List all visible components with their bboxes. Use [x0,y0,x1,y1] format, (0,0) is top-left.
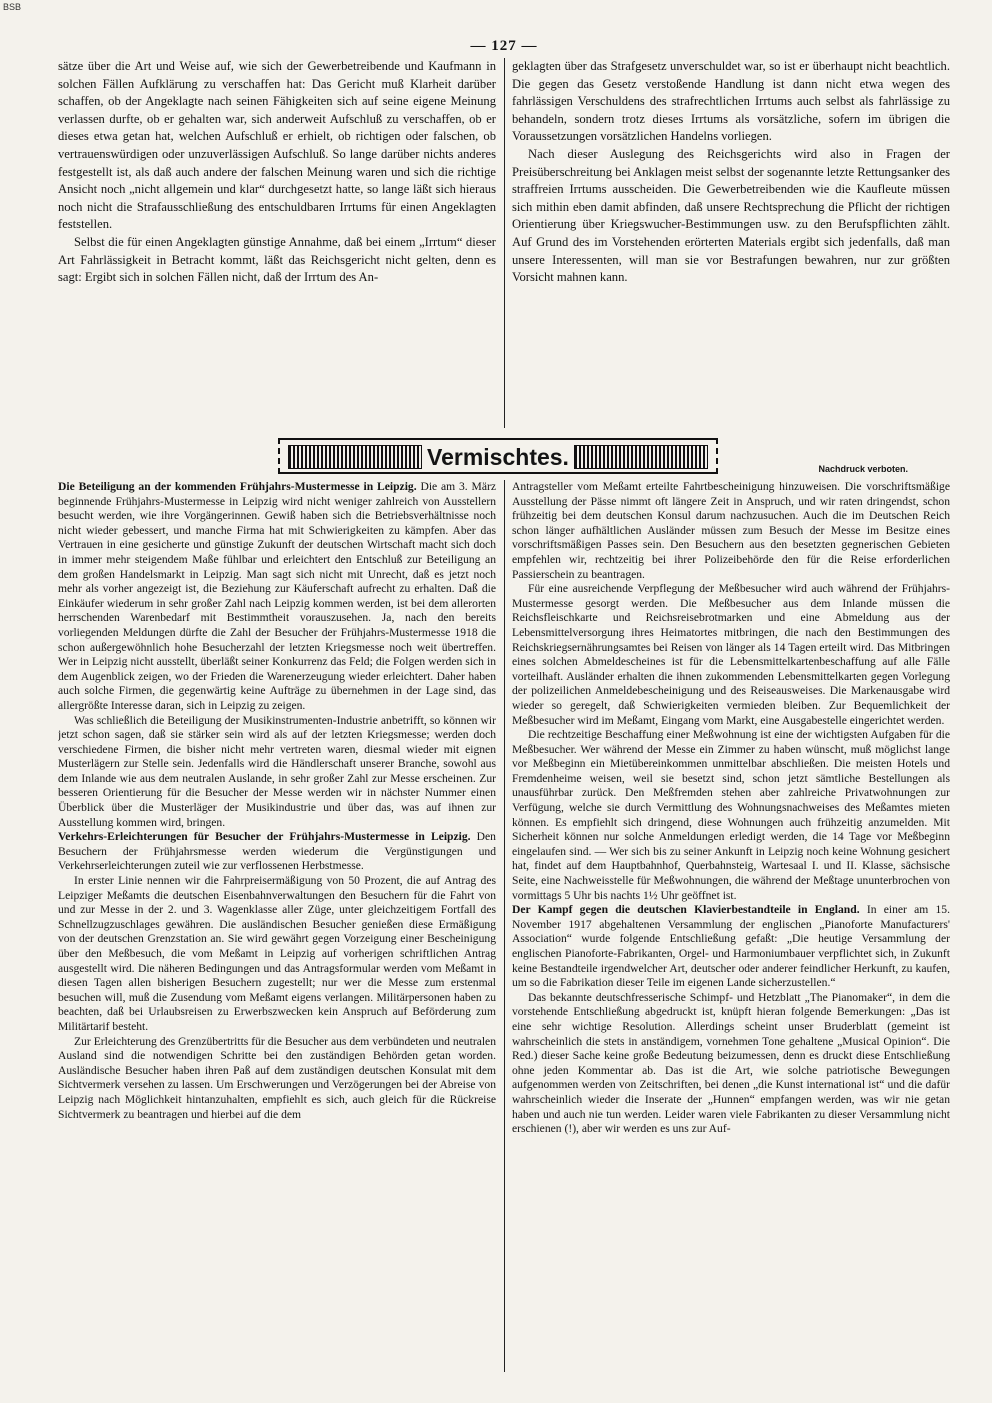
paragraph: Zur Erleichterung des Grenzübertritts für die Besucher aus dem verbündeten und neutralen Ausland sind die notwendigen Schritte bei den zuständigen Behörden getan worden. Ausländische Besucher haben ihren Paß auf dem zuständigen deutschen Konsulat mit dem Sichtvermerk versehen zu lassen. Um Erschwerungen und Verzögerungen bei der Abreise von Leipzig nach Möglichkeit hintanzuhalten, empfiehlt es sich, auch gleich für die Rückreise Sichtvermerk zu beantragen und hierbei auf die dem [58,1034,496,1121]
paragraph: Die rechtzeitige Beschaffung einer Meßwohnung ist eine der wichtigsten Aufgaben für die Meßbesucher. Wer während der Messe ein Zimmer zu haben wünscht, muß möglichst lange vor Meßbeginn ein Mietübereinkommen unmittelbar abschließen. Die meisten Hotels und Fremdenheime weisen, weil sie besetzt sind, schon jetzt sämtliche Bestellungen als unausführbar zurück. Den Meßfremden stehen aber zahlreiche Privatwohnungen zur Verfügung, welche sie durch Vermittlung des Wohnungsnachweises des Meßamtes mieten können. Es empfiehlt sich dringend, diese Wohnungen auch frühzeitig anzumelden. Mit Sicherheit können nur solche Anmeldungen erledigt werden, die 14 Tage vor Meßbeginn eingelaufen sind. — Wer sich bis zu seiner Ankunft in Leipzig noch keine Wohnung gesichert hat, findet auf dem Hauptbahnhof, Querbahnsteig, Wartesaal I. und II. Klasse, sächsische Seite, eine Nachweisstelle für Meßwohnungen, die während der Meßtage ununterbrochen von vormittags 5 Uhr bis nachts 1½ Uhr geöffnet ist. [512,728,950,902]
section-title: Vermischtes. [427,444,569,470]
article-1 [58,480,496,714]
article-heading: Verkehrs-Erleichterungen für Besucher der Frühjahrs-Mustermesse in Leipzig. [58,830,471,844]
paragraph: sätze über die Art und Weise auf, wie sich der Gewerbetreibende und Kaufmann in solchen Fällen Aufklärung zu verschaffen hat: Das Gericht muß Klarheit darüber schaffen, ob der Angeklagte nach seinen Fähigkeiten sich auf seine eigene Meinung verlassen durfte, ob er gehalten war, sich anderweit Aufschluß zu verschaffen, ob er dieses etwa getan hat, welchen Aufschluß er erhielt, ob richtigen oder falschen, ob vertrauenswürdigen oder unzuverlässigen Aufschluß. So lange darüber nichts anderes festgestellt ist, als daß auch andere der falschen Meinung waren und sich die richtige Ansicht noch „nicht allgemein und klar“ durchgesetzt hatte, so lange läßt sich hieraus noch nicht die Strafausschließung des entschuldbaren Irrtums für einen Angeklagten feststellen. [58,59,496,232]
page-number: — 127 — [470,38,538,54]
column-rule [504,58,505,428]
page [58,38,950,1378]
article-2 [58,830,496,874]
banner-frame [278,438,718,474]
top-columns [58,58,950,428]
column-rule [504,480,505,1372]
bottom-columns [58,480,950,1372]
reprint-notice: Nachdruck verboten. [818,464,908,474]
paragraph: Die am 3. März beginnende Frühjahrs-Mustermesse in Leipzig wird nicht weniger zahlreich von Ausstellern besucht werden, wie ihre Vorgängerinnen. Gewiß haben sich die Betriebsverhältnisse noch nicht wieder gebessert, und manche Firma hat mit Schwierigkeiten zu kämpfen. Aber das Vertrauen in eine gesicherte und günstige Zukunft der deutschen Wirtschaft macht sich doch in immer mehr steigendem Maße fühlbar und erleichtert den Entschluß zur Beteiligung an dem großen Handelsmarkt in Leipzig. Man sagt sich nicht mit Unrecht, daß es jetzt noch mehr als vorher angezeigt ist, die Beziehung zur Käuferschaft aufrecht zu erhalten. Daß die Einkäufer wiederum in sehr großer Zahl nach Leipzig kommen werden, ist bei dem allerorten herrschenden Warenbedarf mit Bestimmtheit vorauszusehen. Ja, nach den bereits vorliegenden Meldungen dürfte die Zahl der Besucher der Frühjahrs-Mustermesse 1918 die schon außergewöhnlich hohe Besucherzahl der letzten Kriegsmesse noch weit übertreffen. Wer in Leipzig nicht ausstellt, überläßt seiner Konkurrenz das Feld; die Folgen werden sich in dem Augenblick zeigen, wo der Frieden die Warenerzeugung wieder erleichtert. Daher haben auch solche Firmen, die gegenwärtig keine Aufträge zu übernehmen in der Lage sind, das allergrößte Interesse daran, sich in Leipzig zu zeigen. [58,480,496,712]
library-stamp: BSB [3,2,22,12]
article-3 [512,903,950,991]
paragraph: Antragsteller vom Meßamt erteilte Fahrtbescheinigung hinzuweisen. Die vorschriftsmäßige Ausstellung der Pässe nimmt oft längere Zeit in Anspruch, und wir raten dringendst, schon frühzeitig bei dem deutschen Konsul darum nachzusuchen. Auch die im Deutschen Reich schon länger aufhältlichen Ausländer müssen zum Besuch der Messe im Besitze eines vorschriftsmäßigen Passes sein. Den Besuchern aus den besetzten gegnerischen Gebieten empfehlen wir, rechtzeitig bei ihrer Polizeibehörde den für die Reise erforderlichen Passierschein zu beantragen. [512,480,950,581]
paragraph: Das bekannte deutschfresserische Schimpf- und Hetzblatt „The Pianomaker“, in dem die vorstehende Entschließung abgedruckt ist, knüpft hieran folgende Bemerkungen: „Das ist eine sehr wichtige Resolution. Allerdings scheint unser Bruderblatt (gemeint ist wahrscheinlich die stets in anständigem, vornehmen Tone gehaltene „Musical Opinion“. Die Red.) dieser Sache keine große Bedeutung beizumessen, denn es druckt diese Entschließung ohne jeden Kommentar ab. Das ist die Art, wie solche patriotische Bewegungen aufgenommen werden von Zeitschriften, bei denen „die Kunst international ist“ und die dafür wahrscheinlich wieder die Inserate der „Hunnen“ empfangen werden, was wir nie getan haben und auch nie tun werden. Leider waren viele Fabrikanten zu dieser Versammlung nicht erschienen (!), aber wir werden es uns zur Auf- [512,990,950,1136]
banner-ornament-right [574,445,708,469]
paragraph: Selbst die für einen Angeklagten günstige Annahme, daß bei einem „Irrtum“ dieser Art Fahrlässigkeit in Betracht kommt, läßt das Reichsgericht nicht gelten, denn es sagt: Ergibt sich in solchen Fällen nicht, daß der Irrtum des An- [58,234,496,285]
paragraph: Nach dieser Auslegung des Reichsgerichts wird also in Fragen der Preisüberschreitung bei Anklagen meist selbst der sogenannte letzte Rettungsanker des straffreien Irrtums ausscheiden. Die Gewerbetreibenden wie die Kaufleute müssen sich mithin eben damit abfinden, daß unsere Rechtsprechung die Pflicht der richtigen Orientierung über Kriegswucher-Bestimmungen usw. zu den Berufspflichten zählt. Auf Grund des im Vorstehenden erörterten Materials ergibt sich jedenfalls, daß man unsere Interessenten, will man sie vor Bestrafungen bewahren, nur zur größten Vorsicht mahnen kann. [512,146,950,285]
paragraph: In erster Linie nennen wir die Fahrpreisermäßigung von 50 Prozent, die auf Antrag des Leipziger Meßamts die deutschen Eisenbahnverwaltungen den Besuchern für die Fahrt von und zur Messe in der 2. und 3. Wagenklasse aller Züge, unter gleichzeitigem Fortfall des Schnellzugzuschlages gewähren. Die ausländischen Besucher genießen diese Ermäßigung von der deutschen Grenzstation an. Sie wird gewährt gegen Vorzeigung einer Bescheinigung über den Meßbesuch, die vom Meßamt in Leipzig auf vorherigen schriftlichen Antrag ausgestellt wird. Die näheren Bedingungen und das Antragsformular werden vom Meßamt in diesen Tagen allen bisherigen Besuchern zugestellt; nur wer die Messe zum erstenmal besuchen will, muß die Zusendung vom Meßamt eigens verlangen. Militärpersonen haben zu beachten, daß bei Urlaubsreisen zu Erwerbszwecken kein Anspruch auf Beförderung zum Militärtarif besteht. [58,874,496,1033]
section-banner [58,436,950,480]
paragraph: Was schließlich die Beteiligung der Musikinstrumenten-Industrie anbetrifft, so können wir jetzt schon sagen, daß sie stärker sein wird als auf der letzten Kriegsmesse; werden doch verschiedene Firmen, die bisher nicht mehr vertreten waren, diesmal wieder mit eignen Musterlägern zur Stelle sein. Jedenfalls wird die Händlerschaft unserer Branche, sowohl aus dem Inlande wie aus dem neutralen Auslande, in sehr großer Zahl zur Messe erscheinen. Zur besseren Orientierung für die Besucher der Messe werden wir in nächster Nummer einen Überblick über die Musterläger der Musikindustrie und über das, was auf ihnen zur Ausstellung kommen wird, bringen. [58,713,496,829]
paragraph: Den Besuchern der Frühjahrsmesse werden wiederum die Vergünstigungen und Verkehrserleichterungen zuteil wie zur verflossenen Herbstmesse. [58,830,496,873]
bottom-right-column [512,480,950,1372]
top-left-column [58,58,496,428]
paragraph: In einer am 15. November 1917 abgehaltenen Versammlung der englischen „Pianoforte Manufacturers' Association“ wurde folgende Entschließung gefaßt: „Die heutige Versammlung der englischen Pianoforte-Fabrikanten, Orgel- und Harmoniumbauer verpflichtet sich, in Zukunft keine Bestandteile irgendwelcher Art, deutscher oder anderer feindlicher Herkunft, zu kaufen, um so die Fabrikation dieser Teile im eigenen Lande sicherzustellen.“ [512,903,950,990]
top-right-column [512,58,950,428]
article-heading: Die Beteiligung an der kommenden Frühjahrs-Mustermesse in Leipzig. [58,480,417,493]
bottom-left-column [58,480,496,1372]
paragraph: Für eine ausreichende Verpflegung der Meßbesucher wird auch während der Frühjahrs-Mustermesse gesorgt werden. Die Meßbesucher aus dem Inlande müssen die Reichsfleischkarte und Reichsreisebrotmarken und eine Abmeldung aus der Lebensmittelversorgung ihres Heimatortes mitbringen, die nach den Bestimmungen des Reichskriegsernährungsamtes bei Reisen von länger als 14 Tagen erteilt wird. Das Mitbringen eines solchen Abmeldescheines ist für die Lebensmittelkartenbeschaffung auf alle Fälle vorteilhaft. Ausländer erhalten die ihnen zukommenden Lebensmittelkarten gegen Vorlegung der polizeilichen Anmeldebescheinigung und des Reiseausweises. Die Markenausgabe wird wieder so geregelt, daß Schwierigkeiten vermieden bleiben. Zur Bequemlichkeit der Meßbesucher wird im Meßamt, Eingang vom Markt, eine Ausgabestelle eingerichtet werden. [512,582,950,727]
paragraph: geklagten über das Strafgesetz unverschuldet war, so ist er überhaupt nicht beachtlich. Die gegen das Gesetz verstoßende Handlung ist dann nicht etwa wegen des fahrlässigen Verschuldens des strafrechtlichen Irrtums auch selbst als fahrlässige zu behandeln, sondern trotz dieses Irrtums als vorsätzliche, sofern im übrigen die Voraussetzungen vorsätzlichen Handelns vorliegen. [512,59,950,144]
article-heading: Der Kampf gegen die deutschen Klavierbestandteile in England. [512,903,860,917]
